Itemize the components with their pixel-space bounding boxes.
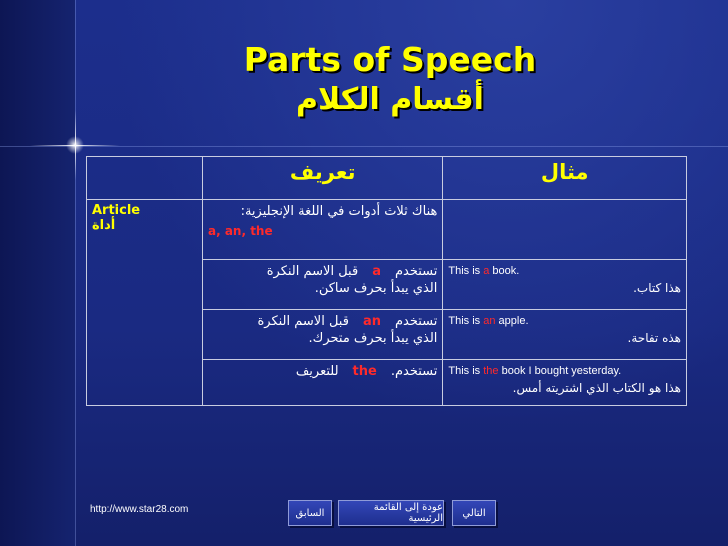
main-menu-button[interactable]: عودة إلى القائمة الرئيسية	[338, 500, 444, 526]
definition-a-article: a	[372, 264, 381, 279]
example-a-english	[448, 263, 681, 279]
table-header-row	[87, 157, 687, 200]
article-label-english: Article	[92, 203, 141, 218]
definition-a-line1	[208, 263, 437, 280]
definition-the-suffix: للتعريف	[295, 364, 339, 379]
definition-an-prefix: تستخدم	[394, 314, 438, 329]
article-definition-cell	[202, 200, 442, 260]
header-cell-empty	[87, 157, 203, 200]
article-label-cell	[87, 200, 203, 406]
slide-title-arabic: أقسام الكلام	[296, 82, 484, 117]
vertical-divider-line	[75, 0, 76, 546]
definition-a-prefix: تستخدم	[394, 264, 438, 279]
definition-cell-an	[202, 310, 442, 360]
article-label-arabic: أداة	[92, 218, 116, 233]
definition-an-suffix: قبل الاسم النكرة	[257, 314, 349, 329]
table-row-article	[87, 200, 687, 260]
example-the-article: the	[483, 365, 499, 377]
example-an-english	[448, 313, 681, 329]
header-example: مثال	[443, 157, 687, 200]
parts-of-speech-table	[86, 156, 687, 406]
definition-cell-the	[202, 360, 442, 406]
example-an-arabic: هذه تفاحة.	[627, 331, 681, 345]
header-definition: تعريف	[202, 157, 442, 200]
star-sparkle-icon	[66, 136, 84, 154]
example-a-after: book.	[489, 265, 520, 277]
definition-an-article: an	[362, 314, 381, 329]
article-example-cell-empty	[443, 200, 687, 260]
horizontal-divider-line	[0, 146, 728, 147]
article-list: a, an, the	[207, 224, 273, 238]
definition-the-article: the	[352, 364, 377, 379]
example-cell-the	[443, 360, 687, 406]
example-an-article: an	[483, 315, 496, 327]
definition-the-prefix: تستخدم.	[390, 364, 438, 379]
left-band	[0, 0, 75, 546]
article-definition-text: هناك ثلاث أدوات في اللغة الإنجليزية:	[240, 204, 438, 219]
example-the-arabic: هذا هو الكتاب الذي اشتريته أمس.	[512, 381, 681, 395]
next-button[interactable]: التالي	[452, 500, 496, 526]
example-a-before: This is	[448, 265, 484, 277]
definition-the-line1	[208, 363, 437, 380]
example-an-before: This is	[448, 315, 484, 327]
definition-cell-a	[202, 260, 442, 310]
example-the-before: This is	[448, 365, 484, 377]
example-the-english	[448, 363, 681, 379]
example-the-after: book I bought yesterday.	[498, 365, 622, 377]
definition-a-suffix: قبل الاسم النكرة	[266, 264, 359, 279]
definition-an-line2: الذي يبدأ بحرف متحرك.	[308, 331, 438, 346]
definition-a-line2: الذي يبدأ بحرف ساكن.	[314, 281, 438, 296]
definition-an-line1	[208, 313, 437, 330]
example-a-article: a	[483, 265, 490, 277]
example-cell-an	[443, 310, 687, 360]
previous-button[interactable]: السابق	[288, 500, 332, 526]
example-an-after: apple.	[495, 315, 529, 327]
example-a-arabic: هذا كتاب.	[633, 281, 681, 295]
slide-title-english: Parts of Speech	[243, 40, 537, 79]
footer-url: http://www.star28.com	[90, 504, 189, 515]
example-cell-a	[443, 260, 687, 310]
